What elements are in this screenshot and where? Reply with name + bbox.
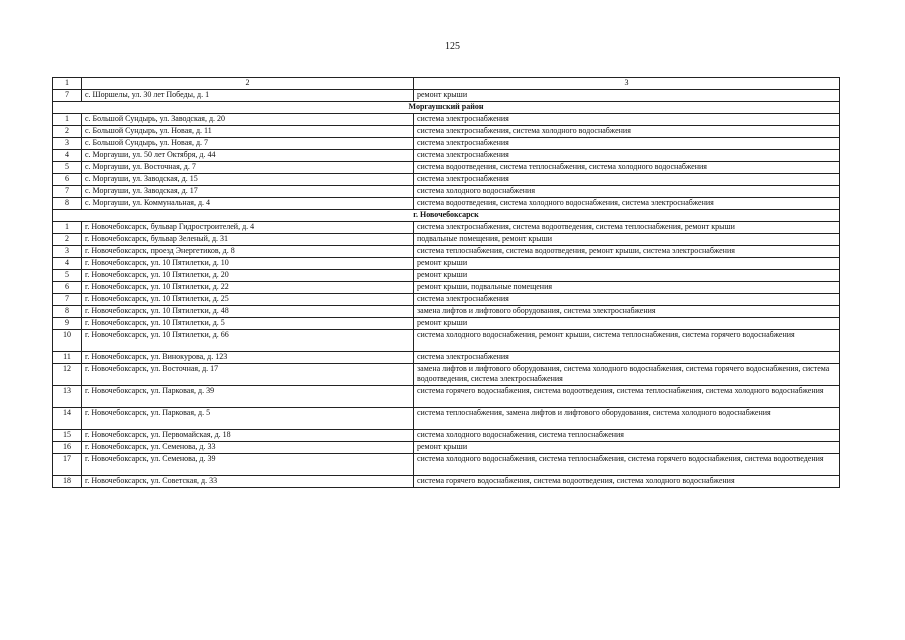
- table-row: [53, 294, 840, 306]
- table-row: [53, 430, 840, 442]
- row-number: 15: [53, 430, 82, 442]
- row-works: ремонт крыши, подвальные помещения: [414, 282, 840, 294]
- table-row: [53, 234, 840, 246]
- row-works: система холодного водоснабжения, система теплоснабжения, система горячего водоснабжения, система водоотведения: [414, 454, 840, 476]
- row-address: г. Новочебоксарск, ул. Винокурова, д. 123: [82, 352, 414, 364]
- row-works: подвальные помещения, ремонт крыши: [414, 234, 840, 246]
- row-address: г. Новочебоксарск, ул. 10 Пятилетки, д. 25: [82, 294, 414, 306]
- row-address: с. Шоршелы, ул. 30 лет Победы, д. 1: [82, 90, 414, 102]
- table-row: [53, 198, 840, 210]
- row-number: 9: [53, 318, 82, 330]
- table-row: [53, 330, 840, 352]
- table-row: [53, 454, 840, 476]
- table-row: [53, 306, 840, 318]
- table-row: [53, 162, 840, 174]
- row-works: система электроснабжения, система холодного водоснабжения: [414, 126, 840, 138]
- row-works: система холодного водоснабжения: [414, 186, 840, 198]
- row-address: г. Новочебоксарск, проезд Энергетиков, д. 8: [82, 246, 414, 258]
- row-address: г. Новочебоксарск, ул. Семенова, д. 39: [82, 454, 414, 476]
- row-address: г. Новочебоксарск, ул. 10 Пятилетки, д. 10: [82, 258, 414, 270]
- row-number: 16: [53, 442, 82, 454]
- row-address: г. Новочебоксарск, ул. 10 Пятилетки, д. 20: [82, 270, 414, 282]
- row-address: г. Новочебоксарск, ул. 10 Пятилетки, д. 5: [82, 318, 414, 330]
- row-works: система теплоснабжения, замена лифтов и лифтового оборудования, система холодного водоснабжения: [414, 408, 840, 430]
- row-number: 12: [53, 364, 82, 386]
- row-number: 2: [53, 234, 82, 246]
- header-col-address: 2: [82, 78, 414, 90]
- row-address: г. Новочебоксарск, ул. Парковая, д. 5: [82, 408, 414, 430]
- row-number: 17: [53, 454, 82, 476]
- page-number: 125: [445, 41, 460, 52]
- row-works: ремонт крыши: [414, 442, 840, 454]
- table-row: [53, 150, 840, 162]
- row-address: г. Новочебоксарск, бульвар Гидростроителей, д. 4: [82, 222, 414, 234]
- row-works: система электроснабжения, система водоотведения, система теплоснабжения, ремонт крыши: [414, 222, 840, 234]
- row-number: 7: [53, 186, 82, 198]
- row-number: 1: [53, 114, 82, 126]
- row-works: ремонт крыши: [414, 318, 840, 330]
- row-number: 4: [53, 258, 82, 270]
- row-number: 18: [53, 476, 82, 488]
- row-works: система водоотведения, система теплоснабжения, система холодного водоснабжения: [414, 162, 840, 174]
- table-row: [53, 318, 840, 330]
- row-number: 8: [53, 306, 82, 318]
- table-row: [53, 186, 840, 198]
- row-works: система электроснабжения: [414, 352, 840, 364]
- row-works: система водоотведения, система холодного водоснабжения, система электроснабжения: [414, 198, 840, 210]
- row-works: система горячего водоснабжения, система водоотведения, система холодного водоснабжения: [414, 476, 840, 488]
- row-works: система электроснабжения: [414, 138, 840, 150]
- section-header-row: [53, 102, 840, 114]
- row-works: система теплоснабжения, система водоотведения, ремонт крыши, система электроснабжения: [414, 246, 840, 258]
- table-row: [53, 90, 840, 102]
- row-number: 4: [53, 150, 82, 162]
- row-works: система холодного водоснабжения, ремонт крыши, система теплоснабжения, система горячего водоснабжения: [414, 330, 840, 352]
- row-number: 3: [53, 246, 82, 258]
- row-works: система электроснабжения: [414, 294, 840, 306]
- row-address: с. Моргауши, ул. Коммунальная, д. 4: [82, 198, 414, 210]
- row-address: г. Новочебоксарск, ул. Парковая, д. 39: [82, 386, 414, 408]
- table-row: [53, 270, 840, 282]
- row-number: 7: [53, 294, 82, 306]
- row-works: ремонт крыши: [414, 90, 840, 102]
- row-address: с. Моргауши, ул. Восточная, д. 7: [82, 162, 414, 174]
- row-number: 3: [53, 138, 82, 150]
- row-address: г. Новочебоксарск, ул. Семенова, д. 33: [82, 442, 414, 454]
- row-address: с. Моргауши, ул. Заводская, д. 17: [82, 186, 414, 198]
- table-row: [53, 222, 840, 234]
- row-works: система горячего водоснабжения, система водоотведения, система теплоснабжения, система холодного водоснабжения: [414, 386, 840, 408]
- header-col-works: 3: [414, 78, 840, 90]
- row-address: с. Большой Сундырь, ул. Заводская, д. 20: [82, 114, 414, 126]
- row-number: 11: [53, 352, 82, 364]
- table-row: [53, 246, 840, 258]
- table-row: [53, 114, 840, 126]
- row-number: 14: [53, 408, 82, 430]
- row-works: система электроснабжения: [414, 150, 840, 162]
- row-number: 7: [53, 90, 82, 102]
- row-works: ремонт крыши: [414, 270, 840, 282]
- row-number: 5: [53, 162, 82, 174]
- row-works: система электроснабжения: [414, 174, 840, 186]
- table-row: [53, 408, 840, 430]
- table-row: [53, 364, 840, 386]
- table-header-row: [53, 78, 840, 90]
- row-number: 13: [53, 386, 82, 408]
- row-address: г. Новочебоксарск, бульвар Зеленый, д. 31: [82, 234, 414, 246]
- table-row: [53, 174, 840, 186]
- row-number: 6: [53, 174, 82, 186]
- table-row: [53, 258, 840, 270]
- section-title: Моргаушский район: [53, 102, 840, 114]
- row-number: 2: [53, 126, 82, 138]
- row-address: с. Большой Сундырь, ул. Новая, д. 7: [82, 138, 414, 150]
- table-row: [53, 476, 840, 488]
- table-row: [53, 386, 840, 408]
- section-header-row: [53, 210, 840, 222]
- table-row: [53, 282, 840, 294]
- row-address: с. Большой Сундырь, ул. Новая, д. 11: [82, 126, 414, 138]
- row-address: с. Моргауши, ул. 50 лет Октября, д. 44: [82, 150, 414, 162]
- row-address: с. Моргауши, ул. Заводская, д. 15: [82, 174, 414, 186]
- table-row: [53, 352, 840, 364]
- row-works: замена лифтов и лифтового оборудования, система электроснабжения: [414, 306, 840, 318]
- row-address: г. Новочебоксарск, ул. Советская, д. 33: [82, 476, 414, 488]
- row-works: замена лифтов и лифтового оборудования, система холодного водоснабжения, система горячего водоснабжения, система водоотведения, система электроснабжения: [414, 364, 840, 386]
- table-row: [53, 442, 840, 454]
- header-col-number: 1: [53, 78, 82, 90]
- section-title: г. Новочебоксарск: [53, 210, 840, 222]
- row-works: ремонт крыши: [414, 258, 840, 270]
- table-row: [53, 126, 840, 138]
- row-address: г. Новочебоксарск, ул. 10 Пятилетки, д. 48: [82, 306, 414, 318]
- row-works: система электроснабжения: [414, 114, 840, 126]
- row-address: г. Новочебоксарск, ул. Первомайская, д. 18: [82, 430, 414, 442]
- row-works: система холодного водоснабжения, система теплоснабжения: [414, 430, 840, 442]
- row-address: г. Новочебоксарск, ул. 10 Пятилетки, д. 22: [82, 282, 414, 294]
- row-number: 10: [53, 330, 82, 352]
- works-table: [52, 77, 840, 488]
- row-number: 8: [53, 198, 82, 210]
- table-row: [53, 138, 840, 150]
- works-table-body: [53, 78, 840, 488]
- row-address: г. Новочебоксарск, ул. 10 Пятилетки, д. 66: [82, 330, 414, 352]
- row-number: 6: [53, 282, 82, 294]
- row-address: г. Новочебоксарск, ул. Восточная, д. 17: [82, 364, 414, 386]
- row-number: 5: [53, 270, 82, 282]
- row-number: 1: [53, 222, 82, 234]
